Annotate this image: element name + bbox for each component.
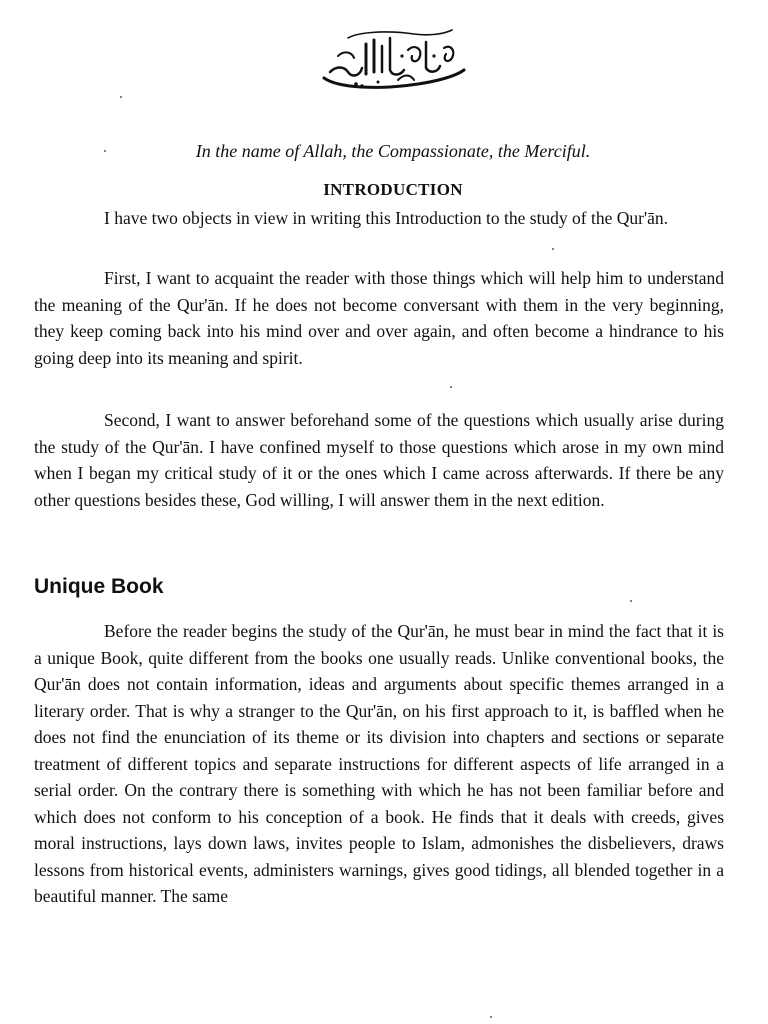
paragraph: Before the reader begins the study of the Qur'ān, he must bear in mind the fact that it is a unique Book, quite different from the books one usually reads. Unlike conventional books, the Qur'ān does not contain information, ideas and arguments about specific themes arranged in a literary order. That is why a stranger to the Qur'ān, on his first approach to it, is baffled when he does not find the enunciation of its theme or its division into chapters and sections or separate treatment of different topics and separate instructions for different aspects of life arranged in a serial order. On the contrary there is something with which he has not been familiar before and which does not conform to his conception of a book. He finds that it deals with creeds, gives moral instructions, lays down laws, invites people to Islam, admonishes the disbelievers, draws lessons from historical events, administers warnings, gives good tidings, all blended together in a beautiful manner. The same (34, 621, 724, 906)
scan-speck (450, 386, 452, 388)
paragraph: I have two objects in view in writing this Introduction to the study of the Qur'ān. (104, 208, 669, 228)
paragraph: Second, I want to answer beforehand some of the questions which usually arise during the study of the Qur'ān. I have confined myself to those questions which arose in my own mind when I began my critical study of it or the ones which I came across afterwards. If there be any other questions besides these, God willing, I will answer them in the next edition. (34, 410, 724, 510)
section-heading: Unique Book (34, 575, 164, 598)
paragraph: First, I want to acquaint the reader with those things which will help him to understand the meaning of the Qur'ān. If he does not become conversant with them in the very beginning, they keep coming back into his mind over and over again, and often become a hindrance to his going deep into its meaning and spirit. (34, 268, 724, 368)
scan-speck (120, 96, 122, 98)
page-title: INTRODUCTION (323, 180, 463, 199)
bismillah-calligraphy-icon (318, 26, 470, 96)
scan-speck (104, 150, 106, 152)
scan-speck (490, 1016, 492, 1018)
scan-speck (630, 600, 632, 602)
scan-speck (552, 248, 554, 250)
basmala-line: In the name of Allah, the Compassionate, the Merciful. (195, 141, 591, 161)
